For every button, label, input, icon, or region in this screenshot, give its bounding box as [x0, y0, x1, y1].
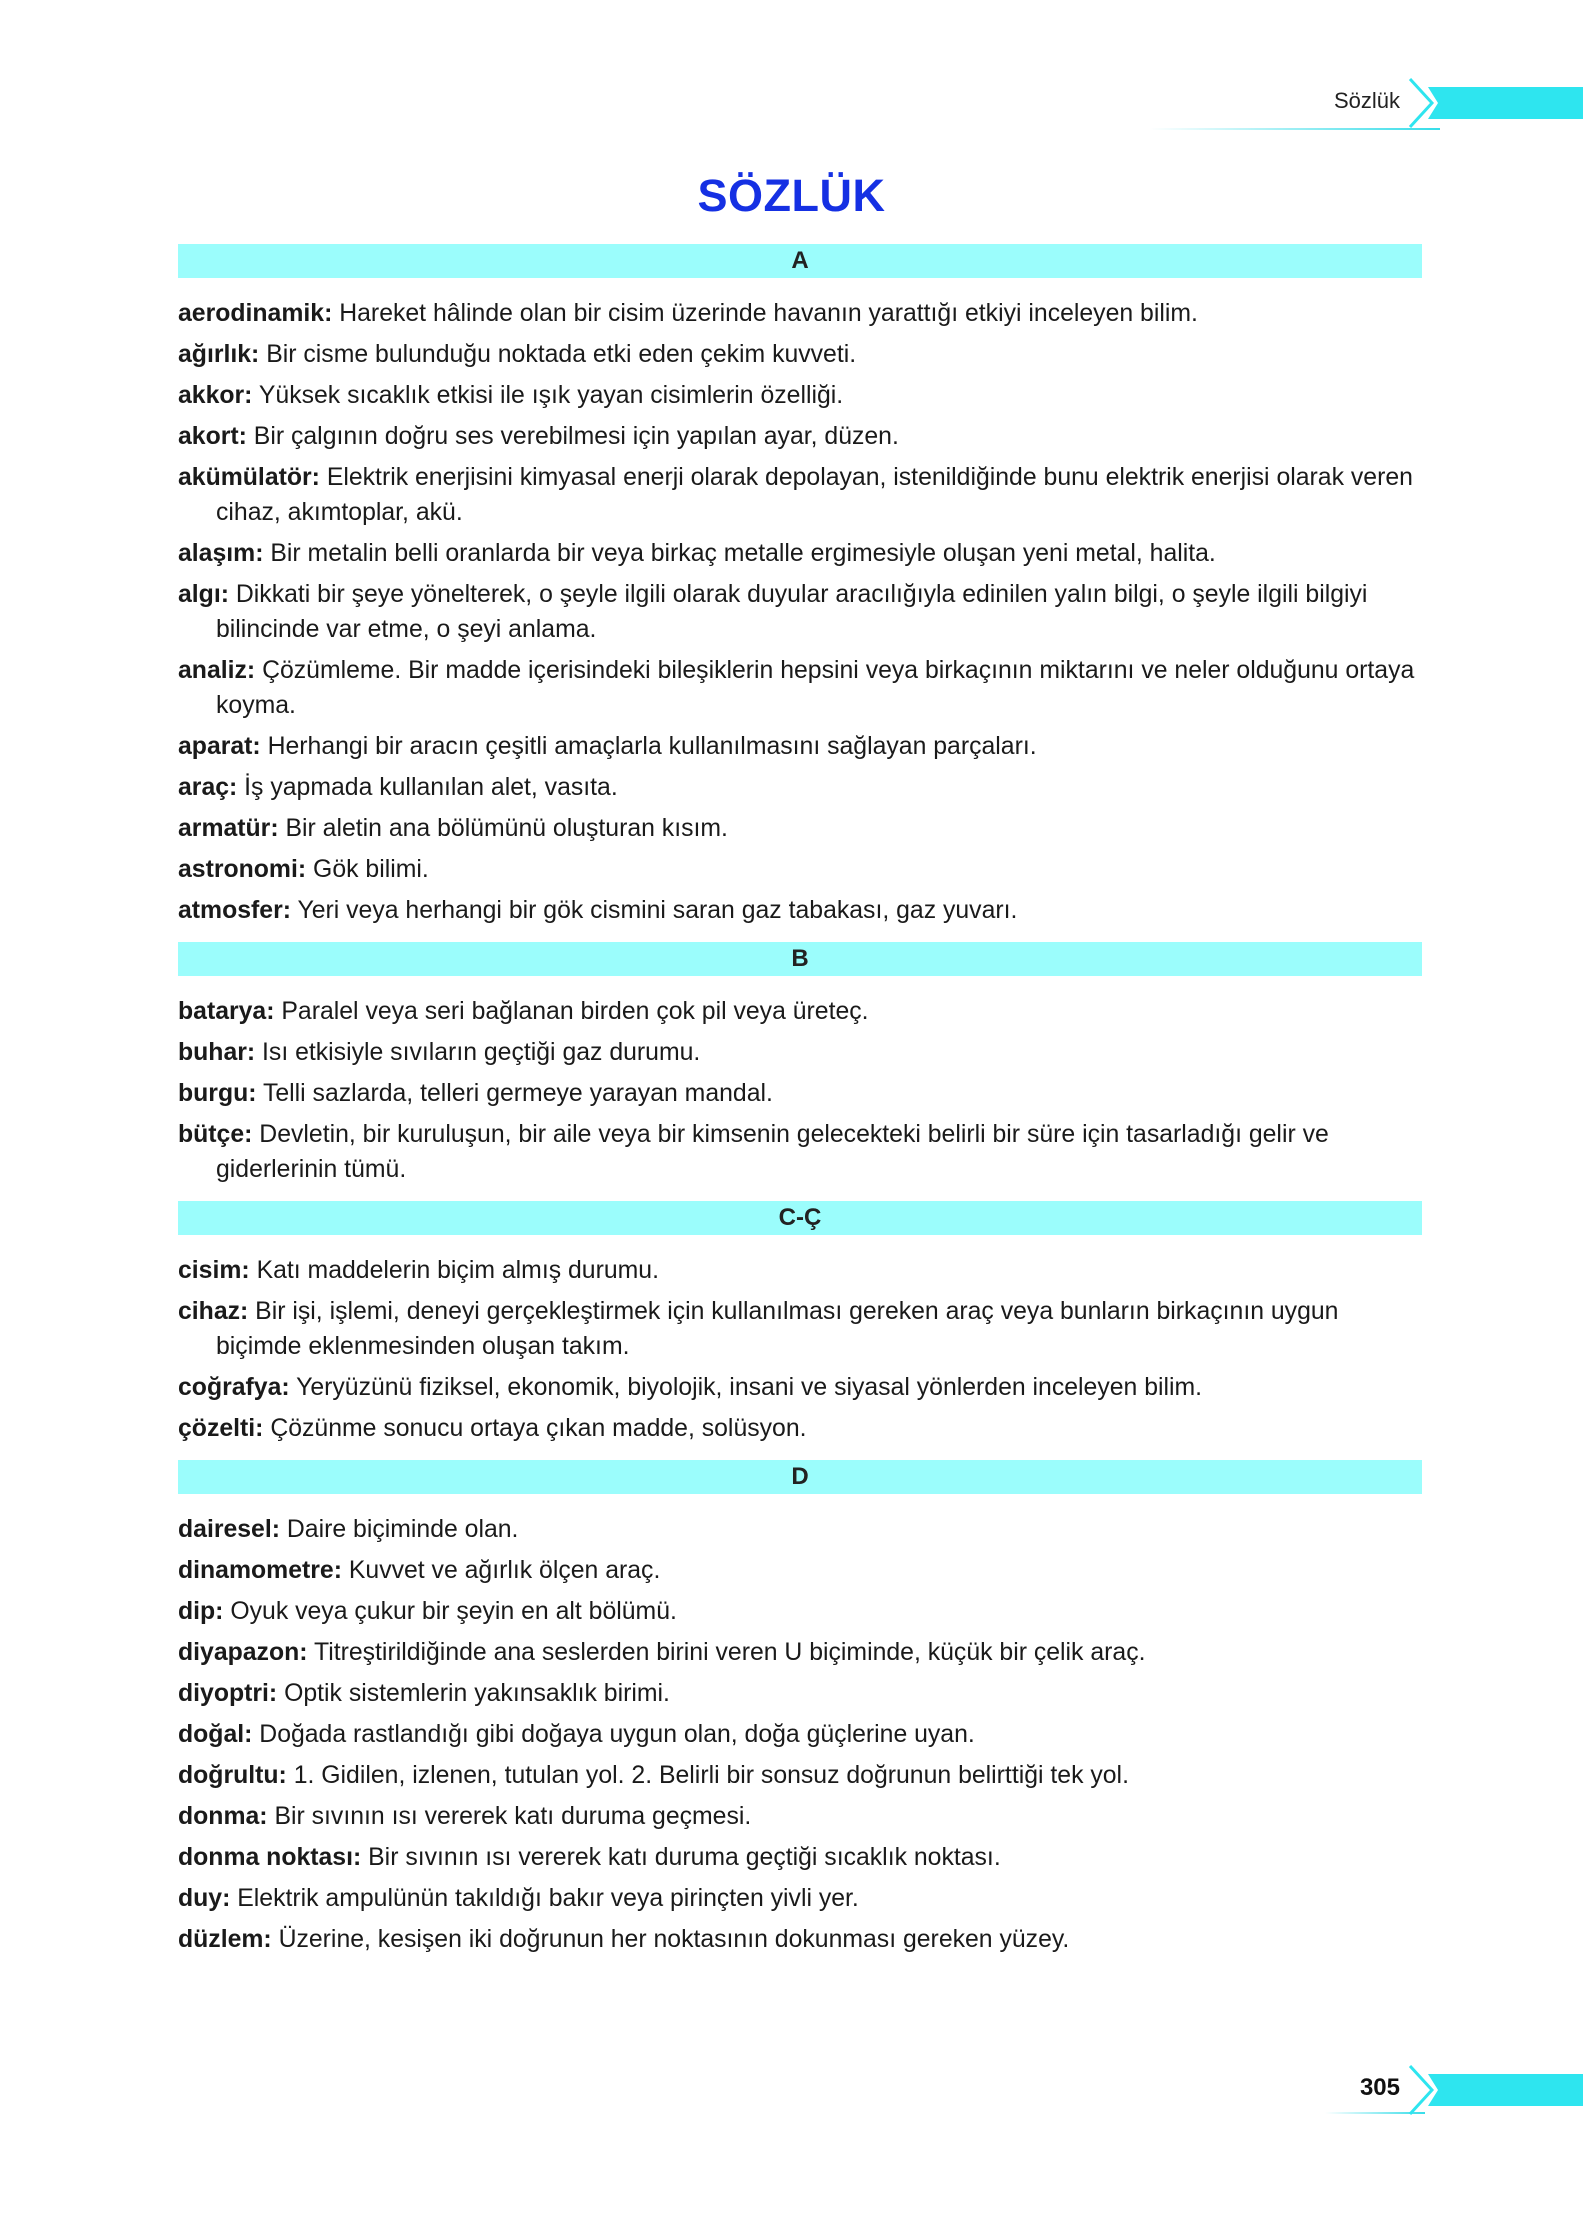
entry-term: armatür:: [178, 815, 279, 842]
glossary-entry: [178, 378, 1422, 413]
glossary-entry: [178, 994, 1422, 1029]
entry-term: aerodinamik:: [178, 300, 333, 327]
glossary-entry: [178, 1799, 1422, 1834]
entry-definition: Optik sistemlerin yakınsaklık birimi.: [284, 1680, 670, 1707]
entry-definition: Çözümleme. Bir madde içerisindeki bileşiklerin hepsini veya birkaçının miktarını ve neler olduğunu ortaya koyma.: [216, 657, 1415, 719]
entry-definition: Dikkati bir şeye yönelterek, o şeyle ilgili olarak duyular aracılığıyla edinilen yalın bilgi, o şeyle ilgili bilgiyi bilincinde var etme, o şeyi anlama.: [216, 581, 1368, 643]
page-number: 305: [1359, 2074, 1400, 2101]
glossary-entry: [178, 536, 1422, 571]
glossary-entry: [178, 1294, 1422, 1364]
glossary-entry: [178, 577, 1422, 647]
letter-bar: C-Ç: [178, 1201, 1422, 1235]
glossary-entry: [178, 1411, 1422, 1446]
glossary-entry: [178, 1635, 1422, 1670]
entry-definition: Oyuk veya çukur bir şeyin en alt bölümü.: [230, 1598, 677, 1625]
entry-definition: Paralel veya seri bağlanan birden çok pil veya üreteç.: [281, 998, 869, 1025]
glossary-entry: [178, 1253, 1422, 1288]
glossary-entry: [178, 1840, 1422, 1875]
glossary-entry: [178, 1881, 1422, 1916]
entry-definition: Bir çalgının doğru ses verebilmesi için yapılan ayar, düzen.: [253, 423, 899, 450]
entry-term: çözelti:: [178, 1415, 264, 1442]
glossary-entry: [178, 460, 1422, 530]
entry-definition: Bir sıvının ısı vererek katı duruma geçmesi.: [274, 1803, 752, 1830]
glossary-entry: [178, 852, 1422, 887]
entry-term: akkor:: [178, 382, 253, 409]
glossary-entry: [178, 1117, 1422, 1187]
glossary-entry: [178, 1076, 1422, 1111]
entry-term: dinamometre:: [178, 1557, 342, 1584]
section-d: [178, 1460, 1422, 1957]
footer-chevron-tab-icon: [1408, 2065, 1583, 2115]
entry-term: akümülatör:: [178, 464, 320, 491]
entry-term: diyoptri:: [178, 1680, 278, 1707]
glossary-entry: [178, 296, 1422, 331]
glossary-entry: [178, 1922, 1422, 1957]
entry-definition: Telli sazlarda, telleri germeye yarayan mandal.: [262, 1080, 773, 1107]
glossary-entry: [178, 729, 1422, 764]
letter-bar: A: [178, 244, 1422, 278]
header-chevron-tab-icon: [1408, 78, 1583, 128]
header-section-label: Sözlük: [1333, 88, 1400, 113]
entry-term: burgu:: [178, 1080, 257, 1107]
entry-term: analiz:: [178, 657, 256, 684]
entry-definition: Yeryüzünü fiziksel, ekonomik, biyolojik, insani ve siyasal yönlerden inceleyen bilim.: [296, 1374, 1203, 1401]
glossary-entry: [178, 1553, 1422, 1588]
glossary-entry: [178, 1370, 1422, 1405]
entry-definition: Bir aletin ana bölümünü oluşturan kısım.: [285, 815, 728, 842]
entry-term: duy:: [178, 1885, 231, 1912]
entry-definition: 1. Gidilen, izlenen, tutulan yol. 2. Belirli bir sonsuz doğrunun belirttiği tek yol.: [293, 1762, 1129, 1789]
glossary-entry: [178, 653, 1422, 723]
section-a: [178, 244, 1422, 928]
entry-definition: Devletin, bir kuruluşun, bir aile veya bir kimsenin gelecekteki belirli bir süre için tasarladığı gelir ve giderlerinin tümü.: [216, 1121, 1329, 1183]
entry-definition: Bir sıvının ısı vererek katı duruma geçtiği sıcaklık noktası.: [368, 1844, 1001, 1871]
entry-term: algı:: [178, 581, 229, 608]
entry-term: bütçe:: [178, 1121, 253, 1148]
entry-term: astronomi:: [178, 856, 307, 883]
entry-definition: Bir cisme bulunduğu noktada etki eden çekim kuvveti.: [266, 341, 857, 368]
page-title: SÖZLÜK: [697, 170, 886, 221]
entry-definition: Bir işi, işlemi, deneyi gerçekleştirmek için kullanılması gereken araç veya bunların birkaçının uygun biçimde eklenmesinden oluşan takım.: [216, 1298, 1339, 1360]
entry-definition: Yeri veya herhangi bir gök cismini saran gaz tabakası, gaz yuvarı.: [297, 897, 1018, 924]
entry-term: donma noktası:: [178, 1844, 362, 1871]
entry-definition: Daire biçiminde olan.: [286, 1516, 519, 1543]
entry-term: akort:: [178, 423, 247, 450]
section-b: [178, 942, 1422, 1187]
entry-definition: Bir metalin belli oranlarda bir veya birkaç metalle ergimesiyle oluşan yeni metal, halita.: [270, 540, 1216, 567]
entry-term: alaşım:: [178, 540, 264, 567]
glossary-entry: [178, 893, 1422, 928]
entry-term: coğrafya:: [178, 1374, 290, 1401]
glossary-entry: [178, 1512, 1422, 1547]
entry-term: aparat:: [178, 733, 261, 760]
section-c: [178, 1201, 1422, 1446]
entry-term: doğal:: [178, 1721, 253, 1748]
entry-definition: Doğada rastlandığı gibi doğaya uygun olan, doğa güçlerine uyan.: [259, 1721, 975, 1748]
entry-term: buhar:: [178, 1039, 256, 1066]
entry-definition: Elektrik enerjisini kimyasal enerji olarak depolayan, istenildiğinde bunu elektrik enerjisi olarak veren cihaz, akımtoplar, akü.: [216, 464, 1413, 526]
entry-term: ağırlık:: [178, 341, 260, 368]
letter-bar: B: [178, 942, 1422, 976]
entry-definition: Üzerine, kesişen iki doğrunun her noktasının dokunması gereken yüzey.: [278, 1926, 1070, 1953]
glossary-entry: [178, 1758, 1422, 1793]
entry-term: donma:: [178, 1803, 268, 1830]
glossary-entry: [178, 337, 1422, 372]
entry-term: diyapazon:: [178, 1639, 308, 1666]
glossary-entry: [178, 1676, 1422, 1711]
entry-definition: Gök bilimi.: [313, 856, 429, 883]
entry-definition: Kuvvet ve ağırlık ölçen araç.: [348, 1557, 661, 1584]
glossary-entry: [178, 419, 1422, 454]
entry-term: cisim:: [178, 1257, 250, 1284]
entry-term: doğrultu:: [178, 1762, 287, 1789]
entry-term: dairesel:: [178, 1516, 280, 1543]
entry-definition: Yüksek sıcaklık etkisi ile ışık yayan cisimlerin özelliği.: [258, 382, 844, 409]
glossary-entry: [178, 1035, 1422, 1070]
entry-term: cihaz:: [178, 1298, 249, 1325]
glossary: [178, 244, 1422, 1971]
glossary-entry: [178, 1594, 1422, 1629]
header-rule: [1150, 128, 1440, 130]
entry-term: dip:: [178, 1598, 224, 1625]
entry-definition: Çözünme sonucu ortaya çıkan madde, solüsyon.: [270, 1415, 807, 1442]
entry-term: düzlem:: [178, 1926, 272, 1953]
letter-bar: D: [178, 1460, 1422, 1494]
entry-definition: İş yapmada kullanılan alet, vasıta.: [244, 774, 618, 801]
glossary-entry: [178, 811, 1422, 846]
entry-term: batarya:: [178, 998, 275, 1025]
entry-term: atmosfer:: [178, 897, 291, 924]
entry-term: araç:: [178, 774, 238, 801]
entry-definition: Titreştirildiğinde ana seslerden birini veren U biçiminde, küçük bir çelik araç.: [313, 1639, 1146, 1666]
entry-definition: Hareket hâlinde olan bir cisim üzerinde havanın yarattığı etkiyi inceleyen bilim.: [339, 300, 1198, 327]
entry-definition: Katı maddelerin biçim almış durumu.: [256, 1257, 659, 1284]
entry-definition: Elektrik ampulünün takıldığı bakır veya pirinçten yivli yer.: [237, 1885, 859, 1912]
entry-definition: Isı etkisiyle sıvıların geçtiği gaz durumu.: [262, 1039, 701, 1066]
glossary-entry: [178, 770, 1422, 805]
glossary-entry: [178, 1717, 1422, 1752]
entry-definition: Herhangi bir aracın çeşitli amaçlarla kullanılmasını sağlayan parçaları.: [267, 733, 1037, 760]
